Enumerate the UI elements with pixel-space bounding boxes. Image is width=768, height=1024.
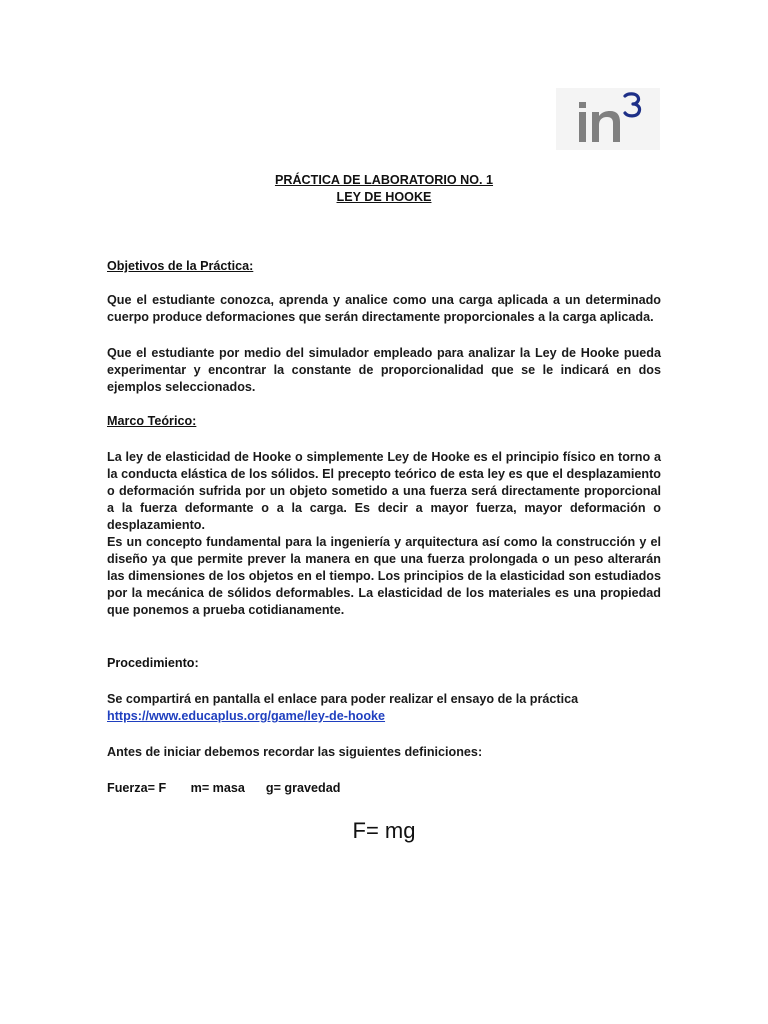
document-content (107, 172, 661, 797)
procedure-heading: Procedimiento: (107, 656, 199, 670)
practice-title: PRÁCTICA DE LABORATORIO NO. 1 (274, 173, 494, 187)
simulator-link[interactable]: https://www.educaplus.org/game/ley-de-hooke (107, 709, 386, 723)
theory-paragraph-2: Es un concepto fundamental para la ingeniería y arquitectura así como la construcción y el diseño ya que permite prever la manera en que una fuerza prolongada o un peso alterarán las dimensiones de los objetos en el tiempo. Los principios de la elasticidad son estudiados por la mecánica de sólidos deformables. La elasticidad de los materiales es una propiedad que ponemos a prueba cotidianamente. (107, 535, 661, 617)
procedure-paragraph-2: Antes de iniciar debemos recordar las siguientes definiciones: (107, 745, 483, 759)
in3-logo (556, 88, 660, 150)
objectives-heading: Objetivos de la Práctica: (107, 259, 254, 273)
procedure-paragraph-1: Se compartirá en pantalla el enlace para poder realizar el ensayo de la práctica (107, 692, 579, 706)
definitions-line: Fuerza= F m= masa g= gravedad (107, 781, 341, 795)
theory-paragraph-1: La ley de elasticidad de Hooke o simplemente Ley de Hooke es el principio físico en torno a la conducta elástica de los sólidos. El precepto teórico de esta ley es que el desplazamiento o deformación sufrida por un objeto sometido a una fuerza será directamente proporcional a la fuerza deformante o a la carga. Es decir a mayor fuerza, mayor deformación o desplazamiento. (107, 450, 661, 532)
objectives-paragraph-1: Que el estudiante conozca, aprenda y analice como una carga aplicada a un determinado cuerpo produce deformaciones que serán directamente proporcionales a la carga aplicada. (107, 293, 661, 324)
objectives-paragraph-2: Que el estudiante por medio del simulador empleado para analizar la Ley de Hooke pueda experimentar y encontrar la constante de proporcionalidad que se le indicará en dos ejemplos seleccionados. (107, 346, 661, 394)
title-block (107, 172, 661, 206)
in3-logo-mark (556, 88, 660, 150)
theory-heading: Marco Teórico: (107, 414, 197, 428)
practice-subtitle: LEY DE HOOKE (336, 190, 432, 204)
formula: F= mg (352, 818, 416, 843)
